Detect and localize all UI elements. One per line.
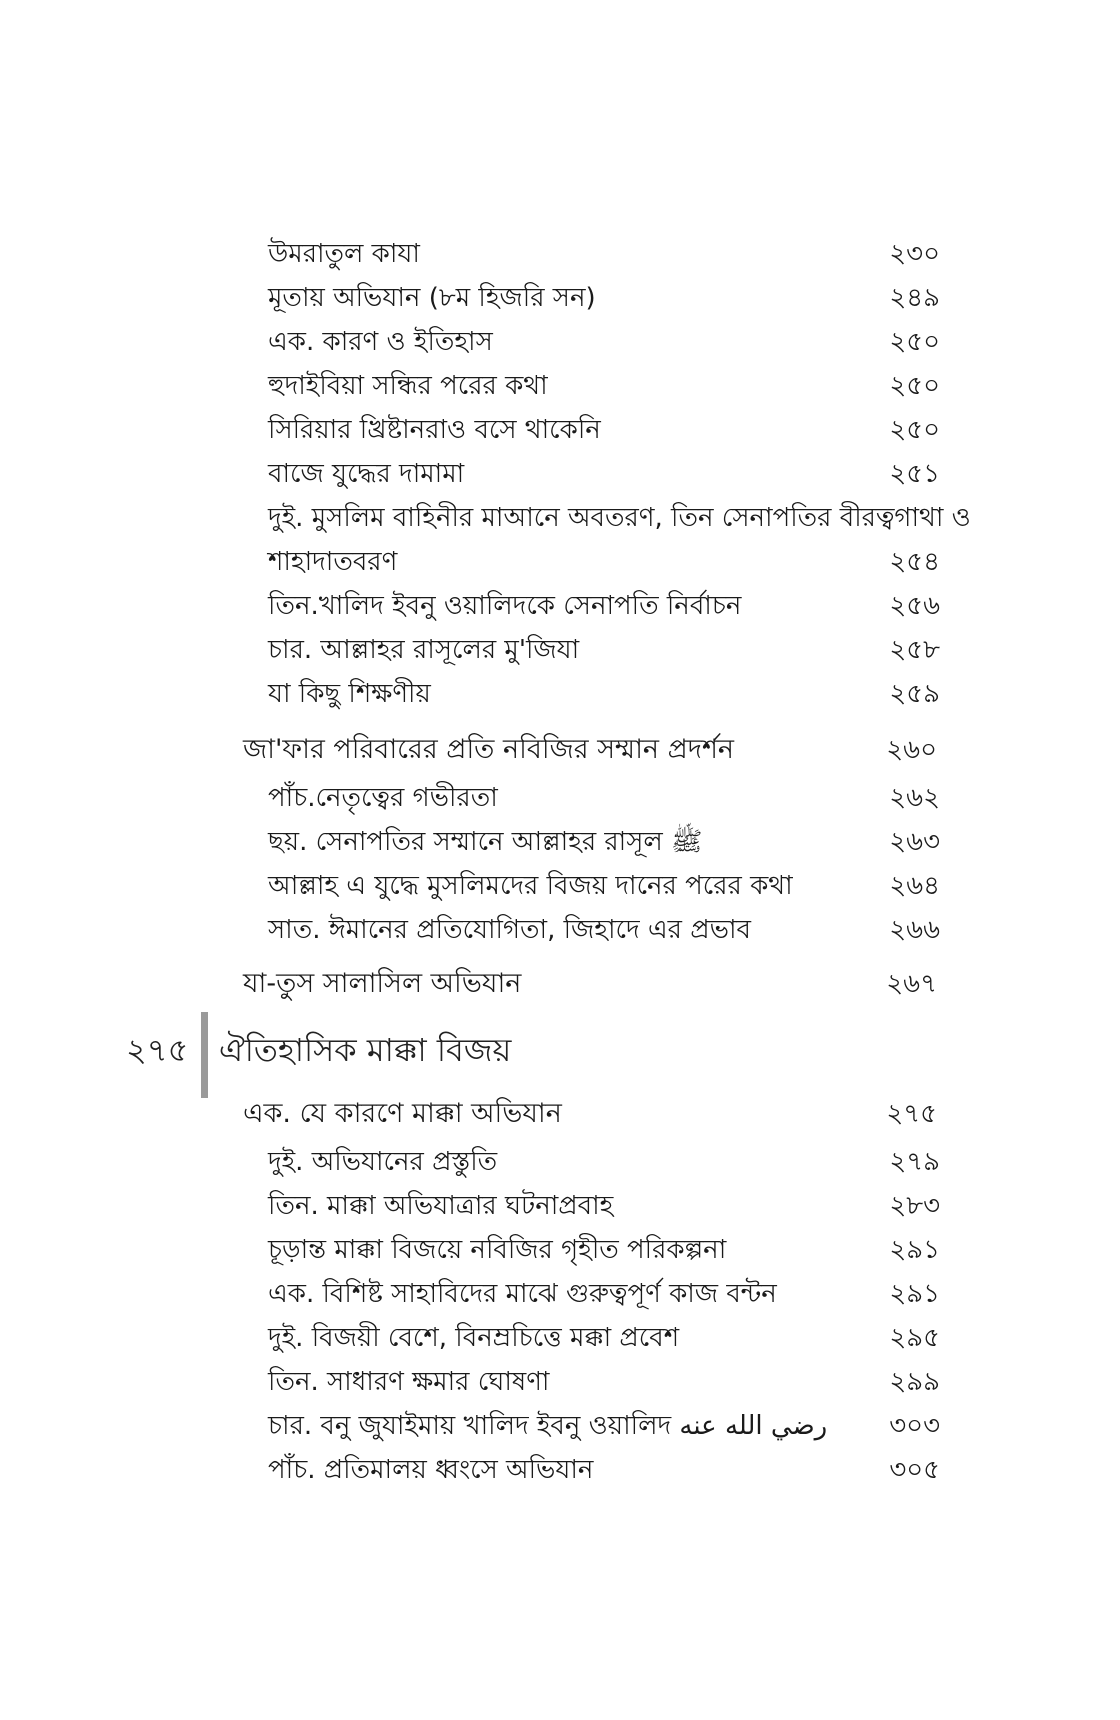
toc-entry-page: ৩০৫ bbox=[889, 1455, 940, 1485]
toc-entry bbox=[0, 908, 1120, 952]
toc-entry bbox=[0, 1272, 1120, 1316]
toc-entry-page: ২৯৯ bbox=[889, 1367, 940, 1397]
toc-entry bbox=[0, 864, 1120, 908]
toc-entry bbox=[0, 1404, 1120, 1448]
toc-entry-title: চার. বনু জুযাইমায় খালিদ ইবনু ওয়ালিদ رضي الله عنه bbox=[268, 1411, 828, 1441]
toc-entry-title: যা কিছু শিক্ষণীয় bbox=[268, 679, 431, 709]
toc-entry-title: চূড়ান্ত মাক্কা বিজয়ে নবিজির গৃহীত পরিকল্পনা bbox=[268, 1235, 727, 1265]
toc-entry-title: সিরিয়ার খ্রিষ্টানরাও বসে থাকেনি bbox=[268, 415, 601, 445]
toc-entry-title: দুই. বিজয়ী বেশে, বিনম্রচিত্তে মক্কা প্রবেশ bbox=[268, 1323, 680, 1353]
toc-entry bbox=[0, 276, 1120, 320]
toc-entry bbox=[0, 364, 1120, 408]
toc-entry-page: ২৬৪ bbox=[889, 871, 940, 901]
toc-entry-title: দুই. অভিযানের প্রস্তুতি bbox=[268, 1147, 498, 1177]
toc-entry-title: দুই. মুসলিম বাহিনীর মাআনে অবতরণ, তিন সেনাপতির বীরত্বগাথা ও bbox=[268, 503, 971, 533]
toc-entry-page: ২৫০ bbox=[889, 327, 940, 357]
toc-entry-page: ২৫৬ bbox=[889, 591, 940, 621]
toc-entry-page: ২৫৪ bbox=[889, 547, 940, 577]
toc-entry-page: ২৬৭ bbox=[886, 969, 937, 999]
toc-entry-page: ২৫৮ bbox=[889, 635, 940, 665]
toc-entry-title: এক. যে কারণে মাক্কা অভিযান bbox=[243, 1098, 562, 1129]
toc-entry-page: ২৫৯ bbox=[889, 679, 940, 709]
toc-entry bbox=[0, 1228, 1120, 1272]
toc-entry-page: ২৫১ bbox=[889, 459, 940, 489]
toc-entry-title: পাঁচ. প্রতিমালয় ধ্বংসে অভিযান bbox=[268, 1455, 594, 1485]
toc-entry-page: ২৬২ bbox=[889, 783, 940, 813]
toc-entry bbox=[0, 452, 1120, 496]
toc-entry bbox=[0, 1092, 1120, 1136]
toc-entry-title: বাজে যুদ্ধের দামামা bbox=[268, 459, 465, 489]
chapter-title: ঐতিহাসিক মাক্কা বিজয় bbox=[219, 1031, 512, 1069]
toc-entry-page: ২৬৬ bbox=[889, 915, 940, 945]
toc-entry-title: তিন. মাক্কা অভিযাত্রার ঘটনাপ্রবাহ bbox=[268, 1191, 614, 1221]
toc-entry bbox=[0, 496, 1120, 540]
toc-entry-title: যা-তুস সালাসিল অভিযান bbox=[243, 968, 522, 999]
toc-entry-page: ২৬০ bbox=[886, 735, 937, 765]
toc-entry bbox=[0, 540, 1120, 584]
toc-entry-page: ২৫০ bbox=[889, 371, 940, 401]
chapter-divider-bar bbox=[201, 1012, 208, 1098]
toc-entry bbox=[0, 408, 1120, 452]
toc-entry-title: এক. কারণ ও ইতিহাস bbox=[268, 327, 493, 357]
toc-entry-title: হুদাইবিয়া সন্ধির পরের কথা bbox=[268, 371, 548, 401]
toc-entry-title: শাহাদাতবরণ bbox=[268, 547, 398, 577]
toc-entry-page: ২৫০ bbox=[889, 415, 940, 445]
chapter-page-number: ২৭৫ bbox=[126, 1031, 189, 1069]
toc-entry-page: ২৩০ bbox=[889, 239, 940, 269]
toc-entry bbox=[0, 628, 1120, 672]
toc-entry-page: ২৭৫ bbox=[886, 1099, 937, 1129]
toc-entry-title: এক. বিশিষ্ট সাহাবিদের মাঝে গুরুত্বপূর্ণ কাজ বন্টন bbox=[268, 1279, 777, 1309]
toc-entry-title: তিন.খালিদ ইবনু ওয়ালিদকে সেনাপতি নির্বাচন bbox=[268, 591, 742, 621]
toc-entry bbox=[0, 232, 1120, 276]
toc-entry bbox=[0, 1360, 1120, 1404]
toc-entry bbox=[0, 728, 1120, 772]
toc-entry bbox=[0, 1316, 1120, 1360]
toc-entry-page: ২৬৩ bbox=[889, 827, 940, 857]
toc-entry-title: সাত. ঈমানের প্রতিযোগিতা, জিহাদে এর প্রভাব bbox=[268, 915, 752, 945]
toc-entry-title: পাঁচ.নেতৃত্বের গভীরতা bbox=[268, 783, 498, 813]
toc-entry-title: মূতায় অভিযান (৮ম হিজরি সন) bbox=[268, 283, 596, 313]
toc-entry bbox=[0, 1140, 1120, 1184]
toc-entry-page: ৩০৩ bbox=[889, 1411, 940, 1441]
toc-entry bbox=[0, 820, 1120, 864]
toc-entry-page: ২৮৩ bbox=[889, 1191, 940, 1221]
toc-entry-page: ২৯১ bbox=[889, 1235, 940, 1265]
toc-entry-page: ২৭৯ bbox=[889, 1147, 940, 1177]
toc-entry-title: চার. আল্লাহর রাসূলের মু'জিযা bbox=[268, 635, 580, 665]
toc-entry bbox=[0, 1184, 1120, 1228]
toc-entry-title: ছয়. সেনাপতির সম্মানে আল্লাহর রাসূল ﷺ bbox=[268, 827, 703, 857]
toc-entry-page: ২৯১ bbox=[889, 1279, 940, 1309]
toc-entry-title: জা'ফার পরিবারের প্রতি নবিজির সম্মান প্রদর্শন bbox=[243, 734, 735, 765]
toc-entry-title: উমরাতুল কাযা bbox=[268, 239, 420, 269]
toc-entry bbox=[0, 962, 1120, 1006]
toc-entry-title: তিন. সাধারণ ক্ষমার ঘোষণা bbox=[268, 1367, 550, 1397]
toc-entry bbox=[0, 320, 1120, 364]
toc-entry-page: ২৯৫ bbox=[889, 1323, 940, 1353]
toc-entry bbox=[0, 776, 1120, 820]
toc-entry-title: আল্লাহ এ যুদ্ধে মুসলিমদের বিজয় দানের পরের কথা bbox=[268, 871, 793, 901]
toc-entry bbox=[0, 1448, 1120, 1492]
toc-entry-page: ২৪৯ bbox=[889, 283, 940, 313]
toc-entry bbox=[0, 584, 1120, 628]
toc-entry bbox=[0, 672, 1120, 716]
